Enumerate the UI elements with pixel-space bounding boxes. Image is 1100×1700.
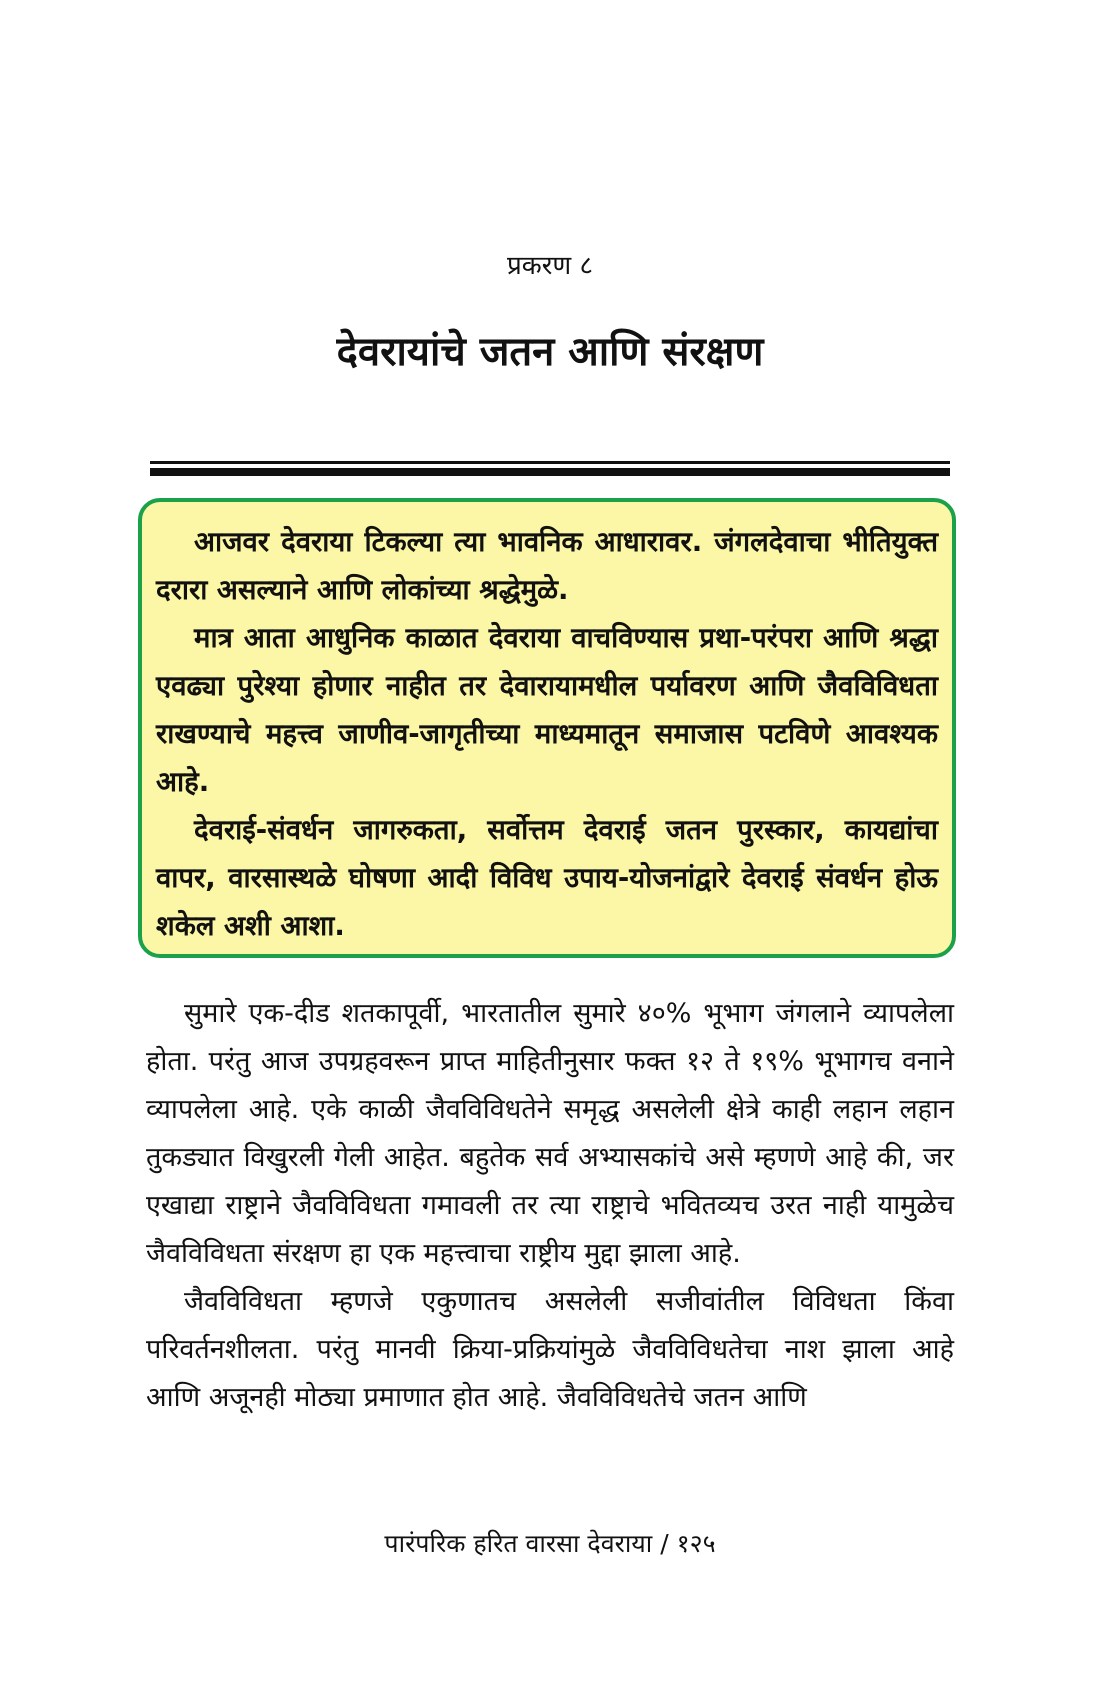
divider-thick bbox=[150, 468, 950, 476]
body-text bbox=[146, 990, 954, 1422]
summary-paragraph: मात्र आता आधुनिक काळात देवराया वाचविण्यास प्रथा-परंपरा आणि श्रद्धा एवढ्या पुरेश्या होणार नाहीत तर देवारायामधील पर्यावरण आणि जैवविविधता राखण्याचे महत्त्व जाणीव-जागृतीच्या माध्यमातून समाजास पटविणे आवश्यक आहे. bbox=[156, 622, 938, 798]
body-paragraph: जैवविविधता म्हणजे एकुणातच असलेली सजीवांतील विविधता किंवा परिवर्तनशीलता. परंतु मानवी क्रिया-प्रक्रियांमुळे जैवविविधतेचा नाश झाला आहे आणि अजूनही मोठ्या प्रमाणात होत आहे. जैवविविधतेचे जतन आणि bbox=[146, 1286, 954, 1413]
chapter-label: प्रकरण ८ bbox=[507, 251, 593, 281]
divider-thin bbox=[150, 461, 950, 464]
page-title: देवरायांचे जतन आणि संरक्षण bbox=[336, 329, 764, 375]
summary-paragraph: देवराई-संवर्धन जागरुकता, सर्वोत्तम देवराई जतन पुरस्कार, कायद्यांचा वापर, वारसास्थळे घोषणा आदी विविध उपाय-योजनांद्वारे देवराई संवर्धन होऊ शकेल अशी आशा. bbox=[156, 814, 938, 942]
summary-paragraph: आजवर देवराया टिकल्या त्या भावनिक आधारावर. जंगलदेवाचा भीतियुक्त दरारा असल्याने आणि लोकांच्या श्रद्धेमुळे. bbox=[156, 526, 938, 606]
summary-box bbox=[138, 498, 956, 958]
page-footer: पारंपरिक हरित वारसा देवराया / १२५ bbox=[384, 1529, 716, 1558]
body-paragraph: सुमारे एक-दीड शतकापूर्वी, भारतातील सुमारे ४०% भूभाग जंगलाने व्यापलेला होता. परंतु आज उपग्रहवरून प्राप्त माहितीनुसार फक्त १२ ते १९% भूभागच वनाने व्यापलेला आहे. एके काळी जैवविविधतेने समृद्ध असलेली क्षेत्रे काही लहान लहान तुकड्यात विखुरली गेली आहेत. बहुतेक सर्व अभ्यासकांचे असे म्हणणे आहे की, जर एखाद्या राष्ट्राने जैवविविधता गमावली तर त्या राष्ट्राचे भवितव्यच उरत नाही यामुळेच जैवविविधता संरक्षण हा एक महत्त्वाचा राष्ट्रीय मुद्दा झाला आहे. bbox=[146, 998, 954, 1269]
